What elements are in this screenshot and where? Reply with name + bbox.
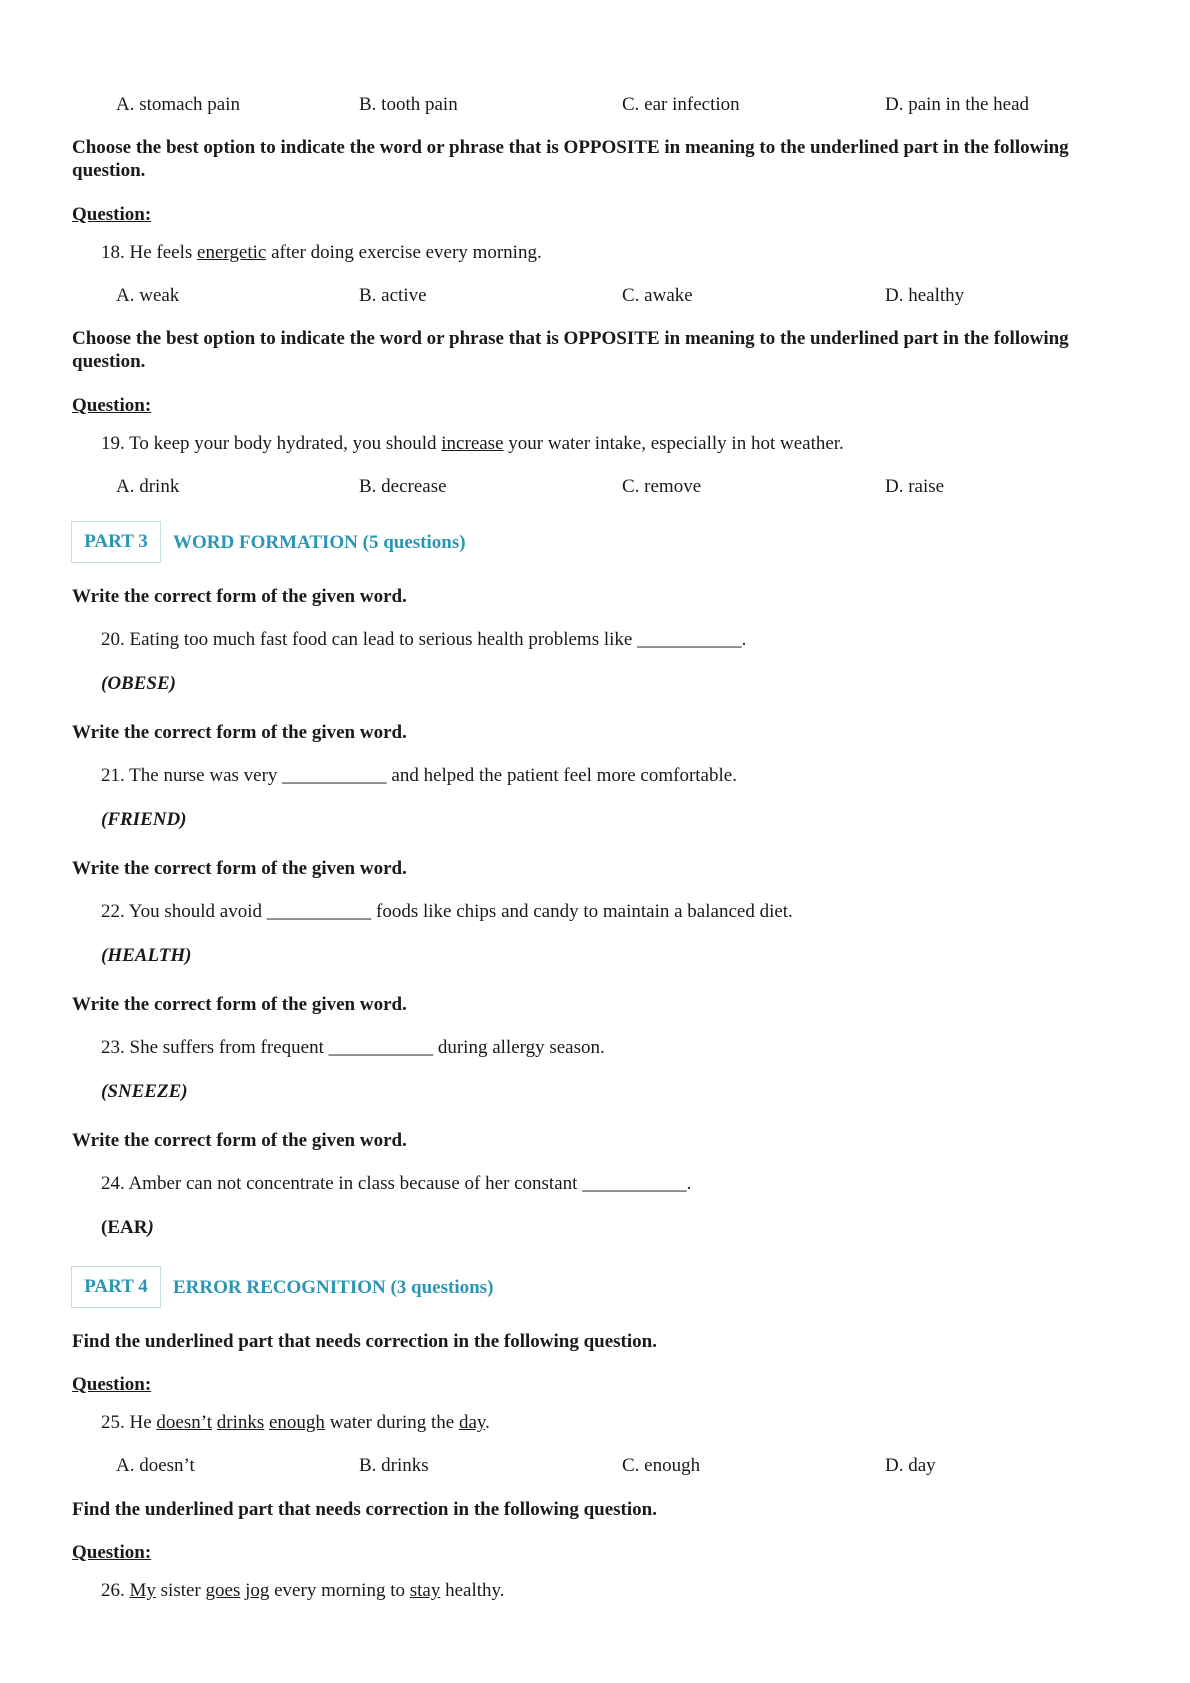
q19-text-post: your water intake, especially in hot weather. <box>503 433 844 454</box>
q23-stem: 23. She suffers from frequent ___________ during allergy season. <box>101 1037 605 1058</box>
q25-underline-c: enough <box>269 1412 325 1433</box>
q18-underlined-word: energetic <box>197 242 267 263</box>
q25-text-mid: water during the <box>324 1412 459 1433</box>
instruction-word-formation: Write the correct form of the given word. <box>72 858 407 879</box>
q24-hint-paren: ) <box>147 1217 154 1238</box>
q24-hint-word: (EAR <box>101 1217 148 1238</box>
q17-option-b: B. tooth pain <box>359 94 458 115</box>
q25-option-a: A. doesn’t <box>116 1455 195 1476</box>
q25-option-c: C. enough <box>622 1455 701 1476</box>
q20-hint: (OBESE) <box>101 673 176 694</box>
q25-number: 25. He <box>101 1412 157 1433</box>
q22-stem: 22. You should avoid ___________ foods like chips and candy to maintain a balanced diet. <box>101 901 793 922</box>
q25-text-end: . <box>485 1412 490 1433</box>
q26-underline-d: stay <box>409 1580 441 1601</box>
q18-option-a: A. weak <box>116 285 180 306</box>
instruction-error-recognition: Find the underlined part that needs correction in the following question. <box>72 1499 657 1520</box>
q20-stem: 20. Eating too much fast food can lead to serious health problems like ___________. <box>101 629 747 650</box>
instruction-opposite: Choose the best option to indicate the word or phrase that is OPPOSITE in meaning to the underlined part in the following question. <box>72 137 1069 181</box>
question-label: Question: <box>72 1542 152 1563</box>
part4-label-box: PART 4 <box>71 1266 161 1308</box>
q21-hint: (FRIEND) <box>101 809 187 830</box>
q22-hint: (HEALTH) <box>101 945 192 966</box>
q18-stem <box>101 242 542 265</box>
q19-option-a: A. drink <box>116 476 180 497</box>
instruction-word-formation: Write the correct form of the given word. <box>72 994 407 1015</box>
q19-option-d: D. raise <box>885 476 945 497</box>
q26-text-mid1: sister <box>155 1580 206 1601</box>
q26-text-end: healthy. <box>440 1580 505 1601</box>
q24-hint <box>101 1217 154 1240</box>
q19-stem <box>101 433 844 456</box>
question-label: Question: <box>72 204 152 225</box>
q25-stem <box>101 1412 490 1435</box>
q26-stem <box>101 1580 505 1603</box>
part3-label-box: PART 3 <box>71 521 161 563</box>
instruction-error-recognition: Find the underlined part that needs correction in the following question. <box>72 1331 657 1352</box>
q18-option-c: C. awake <box>622 285 693 306</box>
q25-underline-d: day <box>458 1412 486 1433</box>
q18-option-d: D. healthy <box>885 285 965 306</box>
instruction-word-formation: Write the correct form of the given word. <box>72 722 407 743</box>
q17-option-c: C. ear infection <box>622 94 740 115</box>
q26-text-mid2: every morning to <box>269 1580 410 1601</box>
q26-underline-c: jog <box>245 1580 270 1601</box>
q23-hint: (SNEEZE) <box>101 1081 188 1102</box>
q24-stem: 24. Amber can not concentrate in class because of her constant ___________. <box>101 1173 692 1194</box>
question-label: Question: <box>72 395 152 416</box>
q21-stem: 21. The nurse was very ___________ and helped the patient feel more comfortable. <box>101 765 737 786</box>
q25-underline-b: drinks <box>216 1412 265 1433</box>
question-label: Question: <box>72 1374 152 1395</box>
q19-text-pre: 19. To keep your body hydrated, you should <box>101 433 442 454</box>
q26-number: 26. <box>101 1580 130 1601</box>
q26-underline-a: My <box>129 1580 156 1601</box>
q19-option-c: C. remove <box>622 476 702 497</box>
q25-option-b: B. drinks <box>359 1455 429 1476</box>
instruction-word-formation: Write the correct form of the given word. <box>72 586 407 607</box>
q19-option-b: B. decrease <box>359 476 447 497</box>
q25-option-d: D. day <box>885 1455 936 1476</box>
q17-option-a: A. stomach pain <box>116 94 241 115</box>
part3-title: WORD FORMATION (5 questions) <box>173 532 466 553</box>
q18-text-post: after doing exercise every morning. <box>266 242 542 263</box>
q17-option-d: D. pain in the head <box>885 94 1030 115</box>
instruction-opposite: Choose the best option to indicate the word or phrase that is OPPOSITE in meaning to the underlined part in the following question. <box>72 328 1069 372</box>
q18-option-b: B. active <box>359 285 427 306</box>
q26-underline-b: goes <box>205 1580 241 1601</box>
q19-underlined-word: increase <box>441 433 504 454</box>
part4-title: ERROR RECOGNITION (3 questions) <box>173 1277 494 1298</box>
instruction-word-formation: Write the correct form of the given word. <box>72 1130 407 1151</box>
q25-underline-a: doesn’t <box>156 1412 212 1433</box>
q18-text-pre: 18. He feels <box>101 242 198 263</box>
